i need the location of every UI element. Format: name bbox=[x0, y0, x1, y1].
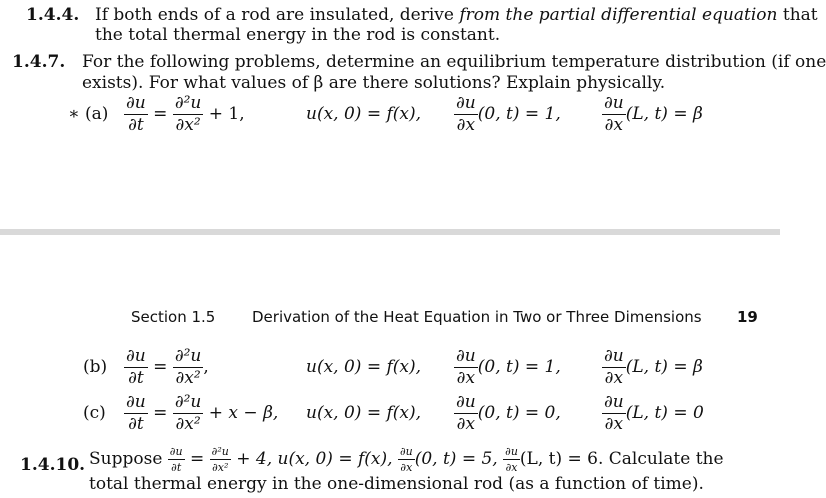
initial-condition: u(x, 0) = f(x), bbox=[306, 104, 422, 124]
fraction bbox=[210, 446, 231, 473]
boundary-condition-left bbox=[454, 95, 561, 134]
problem-number: 1.4.10. bbox=[20, 455, 86, 475]
emphasized-text: from the partial differential equation bbox=[459, 5, 778, 25]
equation-tail: (0, t) = 1, bbox=[477, 104, 561, 124]
problem-text: that bbox=[777, 5, 818, 25]
fraction bbox=[602, 95, 626, 134]
equation-pde bbox=[124, 394, 278, 433]
equation-tail: (L, t) = β bbox=[625, 104, 703, 124]
problem-text: + 4, u(x, 0) = f(x), bbox=[236, 449, 393, 469]
equation-tail: (0, t) = 1, bbox=[477, 357, 561, 377]
denominator: ∂x² bbox=[175, 115, 201, 135]
denominator: ∂x² bbox=[212, 461, 229, 474]
fraction bbox=[398, 446, 415, 473]
denominator: ∂x bbox=[456, 414, 476, 434]
numerator: ∂u bbox=[399, 445, 413, 458]
problem-text-line bbox=[95, 5, 818, 25]
boundary-condition-right bbox=[602, 95, 703, 134]
problem-text-line bbox=[89, 446, 724, 473]
part-label: (b) bbox=[83, 357, 108, 377]
denominator: ∂x bbox=[604, 414, 624, 434]
part-label: ∗ (a) bbox=[68, 104, 109, 124]
denominator: ∂x bbox=[400, 461, 413, 474]
section-title: Derivation of the Heat Equation in Two or Three Dimensions bbox=[252, 308, 702, 326]
initial-condition: u(x, 0) = f(x), bbox=[306, 357, 422, 377]
problem-number: 1.4.4. bbox=[26, 5, 80, 25]
equals-sign: = bbox=[153, 104, 168, 124]
numerator: ∂²u bbox=[211, 445, 229, 458]
fraction bbox=[454, 348, 478, 387]
boundary-condition-left bbox=[454, 394, 561, 433]
denominator: ∂x bbox=[505, 461, 518, 474]
initial-condition: u(x, 0) = f(x), bbox=[306, 403, 422, 423]
problem-text: Suppose bbox=[89, 449, 163, 469]
fraction bbox=[168, 446, 185, 473]
problem-text-line: total thermal energy in the one-dimensional rod (as a function of time). bbox=[89, 474, 704, 494]
problem-text: (L, t) = 6. Calculate the bbox=[519, 449, 724, 469]
numerator: ∂u bbox=[604, 392, 624, 412]
fraction bbox=[124, 348, 148, 387]
numerator: ∂u bbox=[126, 346, 146, 366]
equation-tail: (0, t) = 0, bbox=[477, 403, 561, 423]
denominator: ∂t bbox=[171, 461, 182, 474]
page-break-divider bbox=[0, 229, 780, 235]
problem-text-line: exists). For what values of β are there solutions? Explain physically. bbox=[82, 73, 666, 93]
equation-tail: , bbox=[203, 357, 209, 377]
numerator: ∂²u bbox=[174, 392, 202, 412]
boundary-condition-right bbox=[602, 348, 703, 387]
fraction bbox=[602, 348, 626, 387]
fraction bbox=[124, 394, 148, 433]
numerator: ∂u bbox=[126, 93, 146, 113]
fraction bbox=[173, 394, 204, 433]
problem-text: (0, t) = 5, bbox=[414, 449, 498, 469]
numerator: ∂u bbox=[604, 93, 624, 113]
equals-sign: = bbox=[153, 357, 168, 377]
denominator: ∂x bbox=[604, 115, 624, 135]
boundary-condition-left bbox=[454, 348, 561, 387]
denominator: ∂t bbox=[128, 414, 144, 434]
numerator: ∂u bbox=[169, 445, 183, 458]
problem-text-line: For the following problems, determine an equilibrium temperature distribution (if one bbox=[82, 52, 826, 72]
fraction bbox=[173, 348, 204, 387]
denominator: ∂t bbox=[128, 368, 144, 388]
equation-pde bbox=[124, 348, 209, 387]
page-number: 19 bbox=[737, 308, 758, 326]
problem-text: If both ends of a rod are insulated, derive bbox=[95, 5, 460, 25]
numerator: ∂u bbox=[456, 346, 476, 366]
fraction bbox=[173, 95, 204, 134]
equals-sign: = bbox=[189, 449, 205, 469]
numerator: ∂²u bbox=[174, 93, 202, 113]
problem-text-line: the total thermal energy in the rod is constant. bbox=[95, 25, 501, 45]
fraction bbox=[503, 446, 520, 473]
numerator: ∂u bbox=[456, 93, 476, 113]
denominator: ∂x bbox=[456, 368, 476, 388]
denominator: ∂t bbox=[128, 115, 144, 135]
numerator: ∂u bbox=[126, 392, 146, 412]
fraction bbox=[454, 95, 478, 134]
numerator: ∂u bbox=[456, 392, 476, 412]
problem-number: 1.4.7. bbox=[12, 52, 66, 72]
denominator: ∂x bbox=[604, 368, 624, 388]
denominator: ∂x² bbox=[175, 414, 201, 434]
equals-sign: = bbox=[153, 403, 168, 423]
numerator: ∂²u bbox=[174, 346, 202, 366]
section-label: Section 1.5 bbox=[131, 308, 216, 326]
fraction bbox=[602, 394, 626, 433]
equation-pde bbox=[124, 95, 245, 134]
equation-tail: (L, t) = β bbox=[625, 357, 703, 377]
denominator: ∂x² bbox=[175, 368, 201, 388]
fraction bbox=[454, 394, 478, 433]
equation-tail: + x − β, bbox=[208, 403, 279, 423]
boundary-condition-right bbox=[602, 394, 704, 433]
numerator: ∂u bbox=[604, 346, 624, 366]
equation-tail: (L, t) = 0 bbox=[625, 403, 704, 423]
equation-tail: + 1, bbox=[208, 104, 245, 124]
part-label: (c) bbox=[83, 403, 106, 423]
fraction bbox=[124, 95, 148, 134]
numerator: ∂u bbox=[505, 445, 518, 458]
denominator: ∂x bbox=[456, 115, 476, 135]
